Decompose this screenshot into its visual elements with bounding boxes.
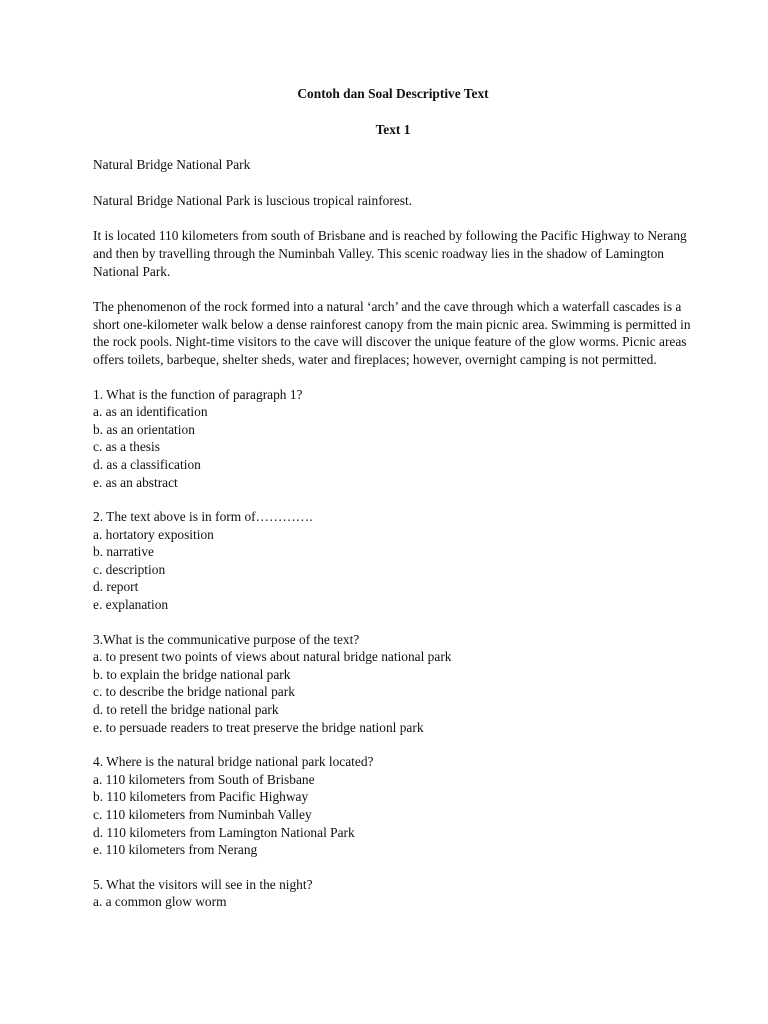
answer-option: a. a common glow worm <box>93 894 227 910</box>
question-text: 5. What the visitors will see in the night? <box>93 876 313 892</box>
question-5 <box>93 876 693 911</box>
question-1 <box>93 386 693 492</box>
answer-option: e. as an abstract <box>93 474 178 490</box>
question-text: 4. Where is the natural bridge national park located? <box>93 754 374 770</box>
answer-option: d. report <box>93 579 139 595</box>
paragraph-2: It is located 110 kilometers from south of Brisbane and is reached by following the Pacific Highway to Nerang and then by travelling through the Numinbah Valley. This scenic roadway lies in the shadow of Lamington National Park. <box>93 228 687 279</box>
answer-option: d. 110 kilometers from Lamington National Park <box>93 824 355 840</box>
question-2 <box>93 508 693 614</box>
answer-option: c. as a thesis <box>93 439 160 455</box>
paragraph-1: Natural Bridge National Park is luscious tropical rainforest. <box>93 192 413 208</box>
answer-option: e. 110 kilometers from Nerang <box>93 842 258 858</box>
answer-option: e. to persuade readers to treat preserve the bridge nationl park <box>93 719 424 735</box>
paragraph-3: The phenomenon of the rock formed into a natural ‘arch’ and the cave through which a waterfall cascades is a short one-kilometer walk below a dense rainforest canopy from the main picnic area. Swimming is permitted in the rock pools. Night-time visitors to the cave will discover the unique feature of the glow worms. Picnic areas offers toilets, barbeque, shelter sheds, water and fireplaces; however, overnight camping is not permitted. <box>93 299 691 367</box>
question-3 <box>93 631 693 737</box>
answer-option: a. to present two points of views about natural bridge national park <box>93 649 452 665</box>
document-page <box>93 85 693 911</box>
answer-option: e. explanation <box>93 597 169 613</box>
answer-option: b. 110 kilometers from Pacific Highway <box>93 789 309 805</box>
answer-option: b. narrative <box>93 544 154 560</box>
answer-option: b. to explain the bridge national park <box>93 666 291 682</box>
answer-option: d. to retell the bridge national park <box>93 702 279 718</box>
answer-option: c. description <box>93 561 166 577</box>
question-text: 1. What is the function of paragraph 1? <box>93 386 303 402</box>
answer-option: c. 110 kilometers from Numinbah Valley <box>93 807 312 822</box>
question-4 <box>93 753 693 859</box>
text-heading: Natural Bridge National Park <box>93 157 251 173</box>
document-title: Contoh dan Soal Descriptive Text <box>297 86 489 101</box>
answer-option: d. as a classification <box>93 456 201 472</box>
answer-option: a. 110 kilometers from South of Brisbane <box>93 771 315 787</box>
question-text: 2. The text above is in form of…………. <box>93 509 313 525</box>
answer-option: a. as an identification <box>93 404 208 420</box>
answer-option: b. as an orientation <box>93 421 195 437</box>
question-text: 3.What is the communicative purpose of the text? <box>93 631 360 647</box>
answer-option: c. to describe the bridge national park <box>93 684 295 700</box>
document-subtitle: Text 1 <box>375 121 411 137</box>
answer-option: a. hortatory exposition <box>93 526 214 542</box>
